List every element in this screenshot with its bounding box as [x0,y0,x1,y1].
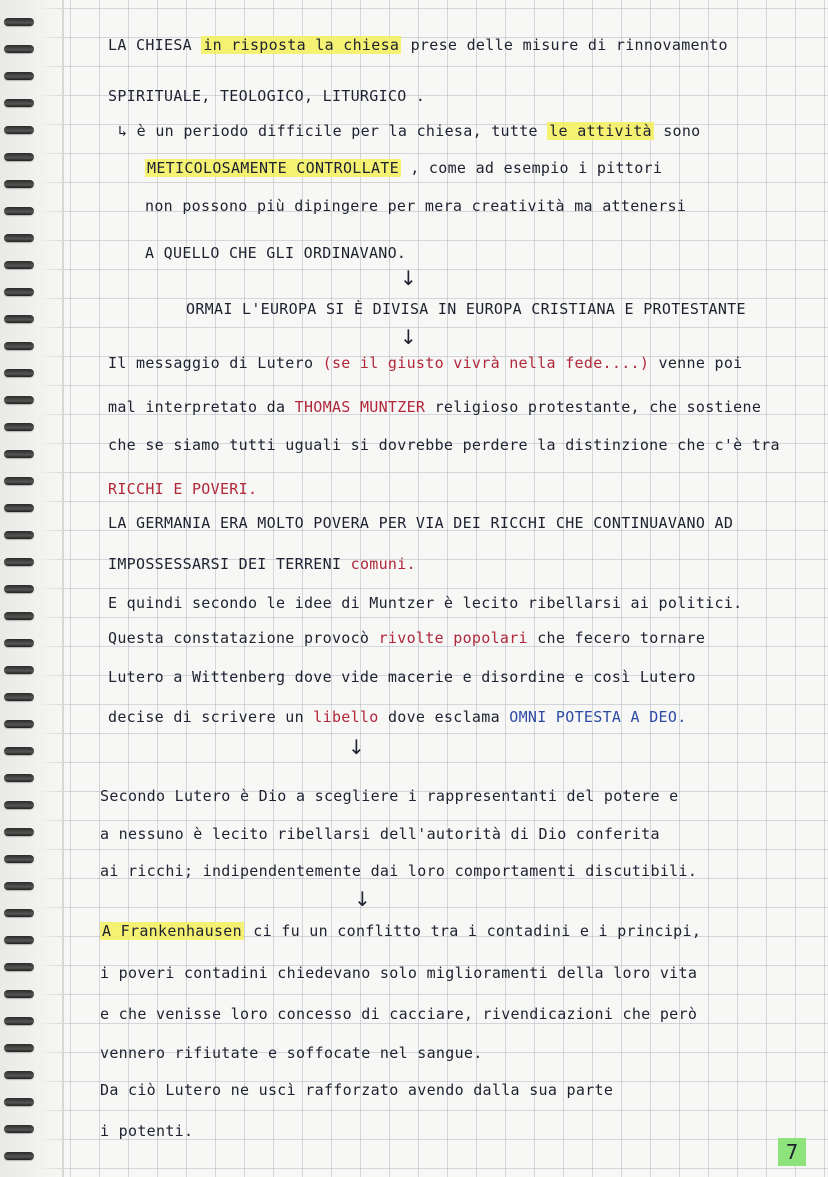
note-text-segment: RICCHI E POVERI. [108,480,258,498]
note-line [108,708,687,726]
note-text-segment: ai ricchi; indipendentemente dai loro comportamenti discutibili. [100,862,698,880]
note-text-segment: rivolte popolari [378,629,528,647]
note-text-segment: comuni. [350,555,416,573]
note-line [145,197,686,215]
page-number: 7 [778,1138,806,1166]
note-line [108,436,780,454]
note-text-segment: ORMAI L'EUROPA SI È DIVISA IN EUROPA CRISTIANA E PROTESTANTE [186,300,746,318]
note-text-segment: venne poi [649,354,743,372]
note-line [100,922,701,940]
note-line [100,1122,193,1140]
note-text-segment: LA GERMANIA ERA MOLTO POVERA PER VIA DEI RICCHI CHE CONTINUAVANO AD [108,514,734,532]
down-arrow-icon: ↓ [400,325,417,349]
note-line [108,514,733,532]
note-text-segment: non possono più dipingere per mera creatività ma attenersi [145,197,687,215]
note-line [100,787,679,805]
note-text-segment: (se il giusto vivrà nella fede....) [322,354,650,372]
note-text-segment: Secondo Lutero è Dio a scegliere i rappresentanti del potere e [100,787,679,805]
note-line [108,398,761,416]
note-text-segment: decise di scrivere un [108,708,314,726]
note-text-segment: a nessuno è lecito ribellarsi dell'autorità di Dio conferita [100,825,660,843]
note-text-segment: libello [313,708,379,726]
note-line [100,862,697,880]
note-text-segment: che se siamo tutti uguali si dovrebbe perdere la distinzione che c'è tra [108,436,780,454]
note-line [108,555,416,573]
note-text-segment: i poveri contadini chiedevano solo miglioramenti della loro vita [100,964,698,982]
note-line [108,480,257,498]
note-text-segment: METICOLOSAMENTE CONTROLLATE [147,159,399,177]
note-text-segment: che fecero tornare [527,629,706,647]
note-text-segment: E quindi secondo le idee di Muntzer è lecito ribellarsi ai politici. [108,594,743,612]
note-line [108,668,696,686]
down-arrow-icon: ↓ [400,266,417,290]
note-text-segment: in risposta la chiesa [203,36,400,54]
note-text-segment: dove esclama [378,708,510,726]
note-line [145,159,662,177]
note-line [100,964,697,982]
down-arrow-icon: ↓ [354,887,371,911]
note-text-segment: A QUELLO CHE GLI ORDINAVANO. [145,244,407,262]
note-text-segment: i potenti. [100,1122,194,1140]
note-text-segment: LA CHIESA [108,36,202,54]
note-text-segment: IMPOSSESSARSI DEI TERRENI [108,555,351,573]
note-text-segment: ↳ è un periodo difficile per la chiesa, tutte [118,122,548,140]
note-text-segment: religioso protestante, che sostiene [425,398,762,416]
note-text-segment: Il messaggio di Lutero [108,354,323,372]
note-line [100,1081,613,1099]
note-line [186,300,746,318]
note-line [108,36,728,54]
note-text-segment: Da ciò Lutero ne uscì rafforzato avendo dalla sua parte [100,1081,614,1099]
note-line [108,87,425,105]
note-text-segment: prese delle misure di rinnovamento [401,36,728,54]
note-text-segment: THOMAS MUNTZER [294,398,426,416]
note-text-segment: mal interpretato da [108,398,295,416]
note-text-segment: e che venisse loro concesso di cacciare, rivendicazioni che però [100,1005,698,1023]
note-line [108,629,705,647]
note-text-segment: le attività [549,122,652,140]
note-line [100,1005,697,1023]
note-line [100,1044,483,1062]
down-arrow-icon: ↓ [348,735,365,759]
note-text-segment: , come ad esempio i pittori [400,159,663,177]
note-line [100,825,660,843]
note-line [118,122,701,140]
note-text-segment: Lutero a Wittenberg dove vide macerie e disordine e così Lutero [108,668,696,686]
note-text-segment: Questa constatazione provocò [108,629,379,647]
note-text-segment: vennero rifiutate e soffocate nel sangue. [100,1044,483,1062]
note-line [145,244,406,262]
note-text-segment: A Frankenhausen [102,922,242,940]
note-text-segment: ci fu un conflitto tra i contadini e i principi, [243,922,702,940]
note-text-segment: OMNI POTESTA A DEO. [509,708,687,726]
note-text-segment: sono [653,122,701,140]
note-line [108,594,743,612]
note-line [108,354,743,372]
note-text-segment: SPIRITUALE, TEOLOGICO, LITURGICO . [108,87,426,105]
